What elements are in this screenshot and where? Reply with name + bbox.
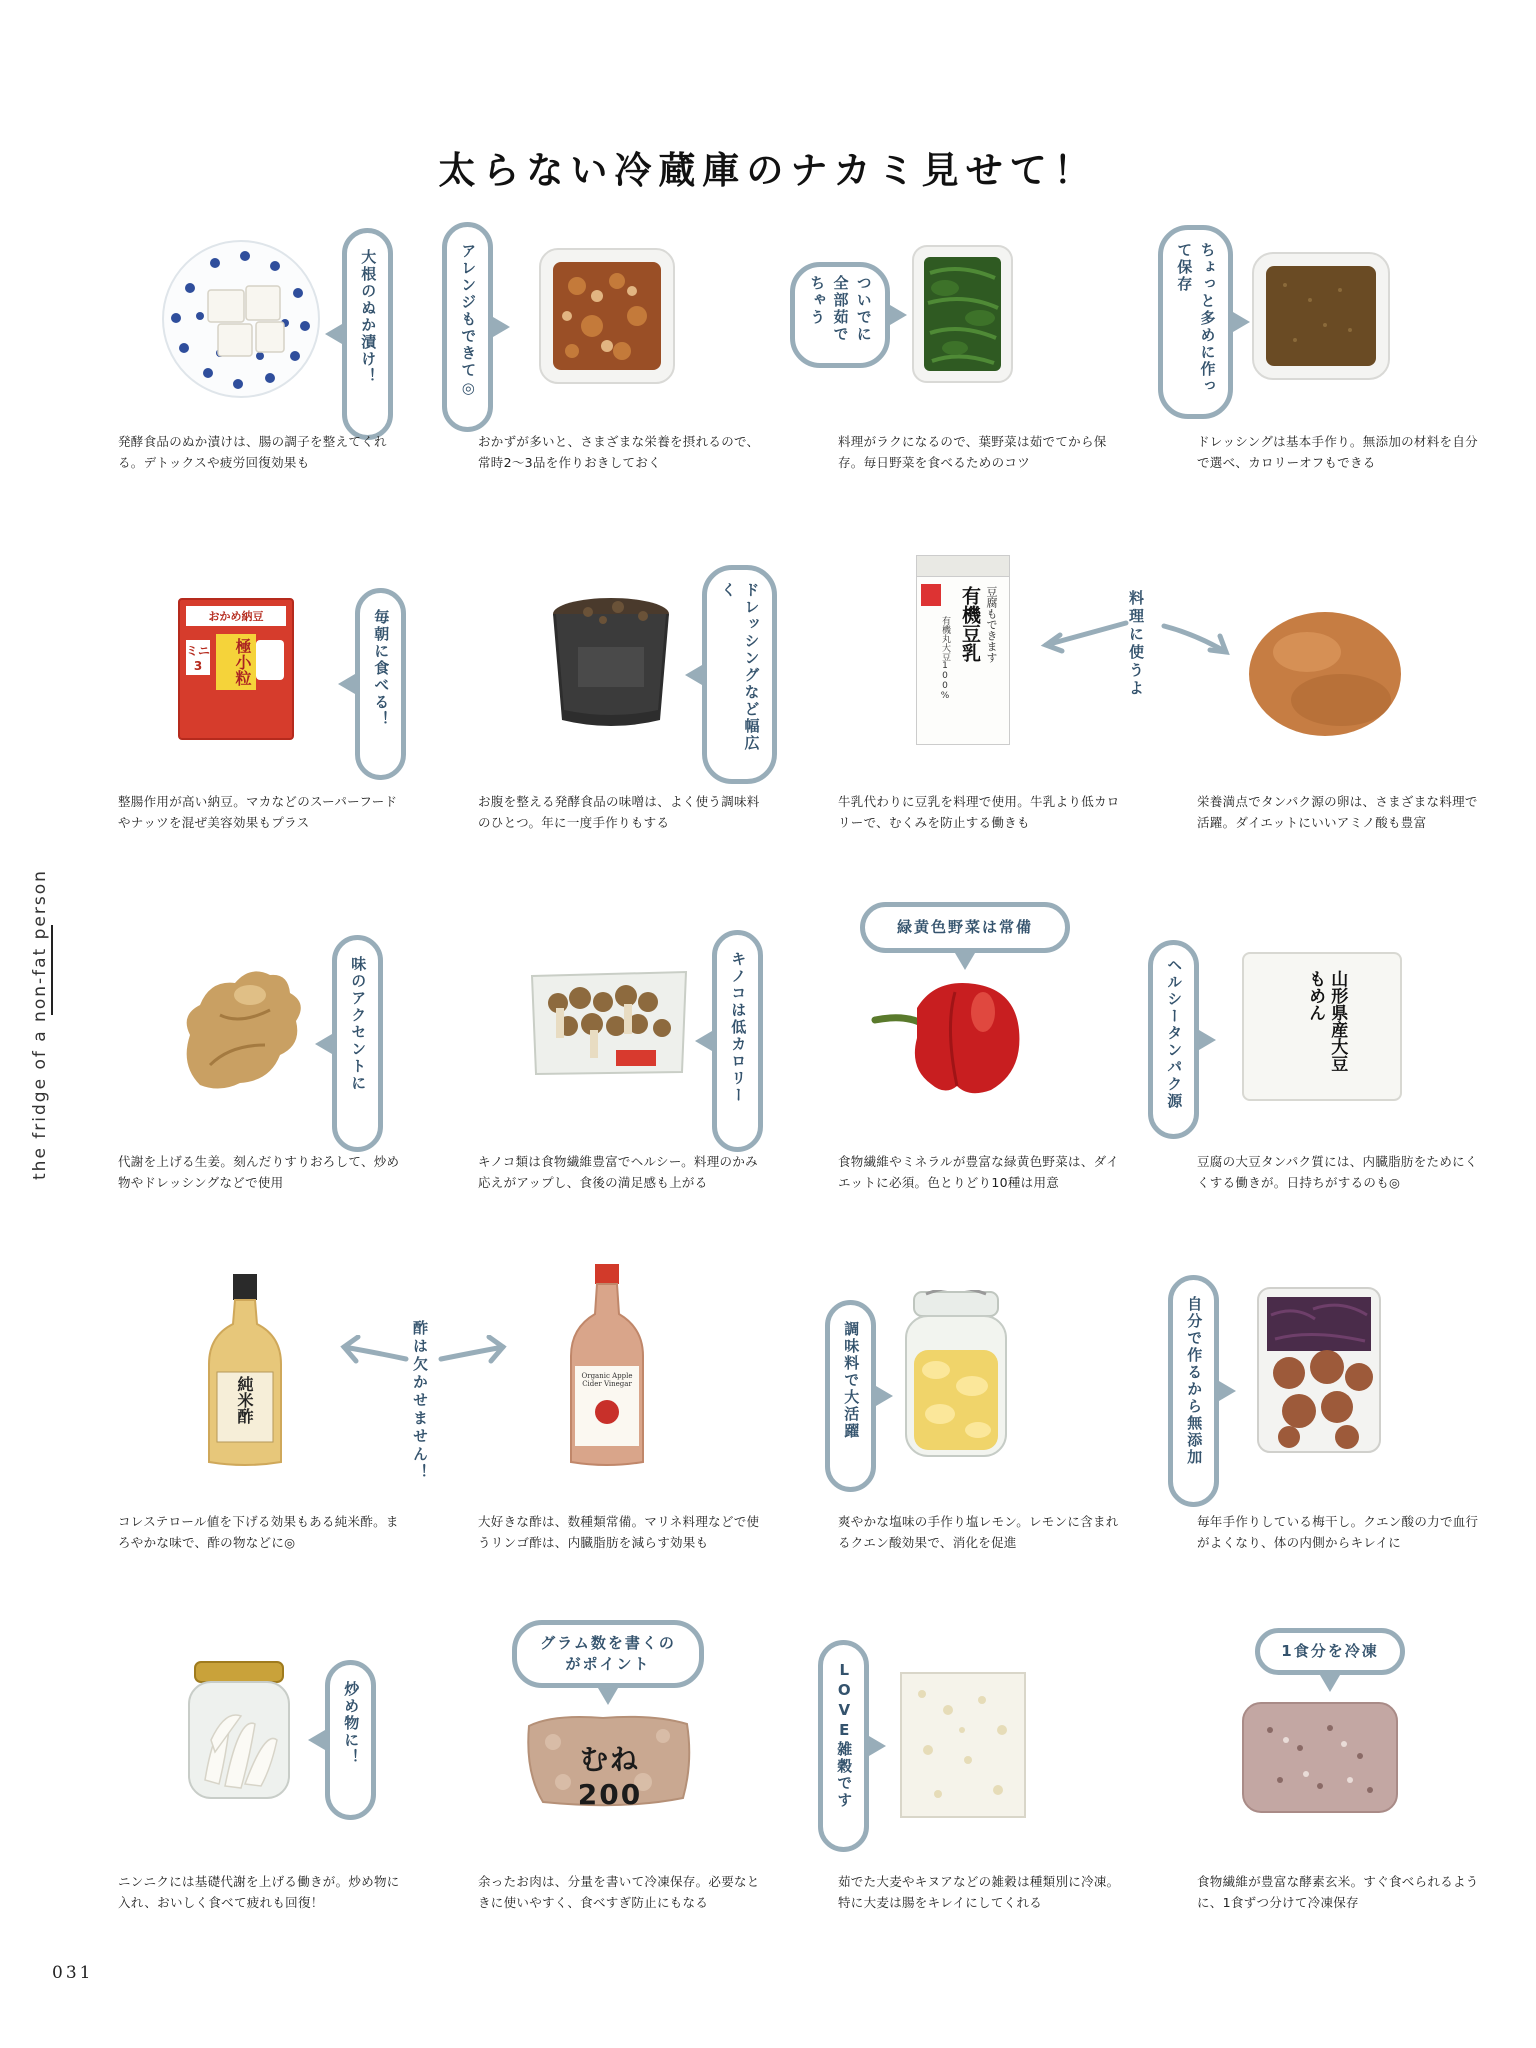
natto-main-label: 極小粒 [216, 634, 256, 690]
bubble-boiled-greens: ついでに全部茹でちゃう [790, 262, 890, 368]
natto-brand: おかめ納豆 [186, 606, 286, 626]
arrow-right-icon [1160, 620, 1232, 660]
tofu-label: 山形県産大豆もめん [1305, 970, 1348, 1072]
caption-tofu: 豆腐の大豆タンパク質には、内臓脂肪をためにくくする働きが。日持ちがするのも◎ [1197, 1154, 1478, 1190]
frozen-brown-rice [1240, 1700, 1400, 1815]
frozen-meat-label: むね200 [577, 1743, 643, 1811]
pickled-daikon-plate [160, 238, 322, 400]
bubble-grains: LOVE雑穀です [818, 1640, 869, 1852]
frozen-grains-bag [898, 1670, 1028, 1820]
caption-mushroom: キノコ類は食物繊維豊富でヘルシー。料理のかみ応えがアップし、食後の満足感も上がる [478, 1154, 758, 1190]
bubble-salt-lemon: 調味料で大活躍 [825, 1300, 876, 1492]
caption-ginger: 代謝を上げる生姜。刻んだりすりおろして、炒め物やドレッシングなどで使用 [118, 1154, 400, 1190]
caption-brown-rice: 食物繊維が豊富な酵素玄米。すぐ食べられるように、1食ずつ分けて冷凍保存 [1197, 1874, 1479, 1910]
bubble-miso: ドレッシングなど幅広く [702, 565, 777, 784]
garlic-jar [185, 1660, 293, 1802]
rice-vinegar-bottle [205, 1272, 285, 1468]
soy-milk-label: 有機豆乳 [959, 586, 981, 662]
caption-garlic: ニンニクには基礎代謝を上げる働きが。炒め物に入れ、おいしく食べて疲れも回復！ [118, 1874, 400, 1910]
bubble-mushroom: キノコは低カロリー [712, 930, 763, 1152]
bubble-tofu: ヘルシータンパク源 [1148, 940, 1199, 1139]
natto-pack [178, 598, 294, 740]
bubble-ginger: 味のアクセントに [332, 935, 383, 1152]
label-vinegar: 酢は欠かせません！ [411, 1320, 429, 1482]
bubble-brown-rice: 1食分を冷凍 [1255, 1628, 1405, 1675]
caption-dressing: ドレッシングは基本手作り。無添加の材料を自分で選べ、カロリーオフもできる [1197, 434, 1478, 470]
caption-egg: 栄養満点でタンパク源の卵は、さまざまな料理で活躍。ダイエットにいいアミノ酸も豊富 [1197, 794, 1478, 830]
natto-count: ミニ3 [186, 640, 210, 675]
mushroom-pack [528, 968, 690, 1078]
arrow-left-icon [338, 1335, 410, 1371]
apple-vinegar-label: Organic Apple Cider Vinegar [581, 1372, 633, 1388]
page-title: 太らない冷蔵庫のナカミ見せて！ [438, 149, 1098, 192]
natto-mascot [256, 640, 284, 680]
bubble-side-dish: アレンジもできて◎ [442, 222, 493, 432]
side-label: the fridge of a non-fat person [30, 869, 50, 1180]
caption-pickled-daikon: 発酵食品のぬか漬けは、腸の調子を整えてくれる。デトックスや疲労回復効果も [118, 434, 387, 470]
caption-boiled-greens: 料理がラクになるので、葉野菜は茹でてから保存。毎日野菜を食べるためのコツ [838, 434, 1107, 470]
caption-salt-lemon: 爽やかな塩味の手作り塩レモン。レモンに含まれるクエン酸効果で、消化を促進 [838, 1514, 1119, 1550]
caption-side-dish: おかずが多いと、さまざまな栄養を摂れるので、常時2〜3品を作りおきしておく [478, 434, 760, 470]
side-dish-container [537, 246, 677, 386]
caption-grains: 茹でた大麦やキヌアなどの雑穀は種類別に冷凍。特に大麦は腸をキレイにしてくれる [838, 1874, 1120, 1910]
soy-milk-sub: 豆腐もできます [985, 586, 998, 663]
caption-natto: 整腸作用が高い納豆。マカなどのスーパーフードやナッツを混ぜ美容効果もプラス [118, 794, 398, 830]
bubble-natto: 毎朝に食べる！ [355, 588, 406, 780]
bubble-garlic: 炒め物に！ [325, 1660, 376, 1820]
carton-top [917, 556, 1009, 577]
label-cooking-use: 料理に使うよ [1127, 590, 1145, 698]
caption-frozen-meat: 余ったお肉は、分量を書いて冷凍保存。必要なときに使いやすく、食べすぎ防止にもなる [478, 1874, 760, 1910]
bubble-pickled-daikon: 大根のぬか漬け！ [342, 228, 393, 440]
soy-milk-carton [916, 555, 1010, 745]
arrow-right-icon [437, 1335, 509, 1371]
caption-rice-vinegar: コレステロール値を下げる効果もある純米酢。まろやかな味で、酢の物などに◎ [118, 1514, 399, 1550]
ginger [170, 955, 310, 1095]
dressing-container [1250, 250, 1392, 382]
bubble-vegetables: 緑黄色野菜は常備 [860, 902, 1070, 953]
side-rule [51, 925, 53, 1015]
rice-vinegar-label: 純米酢 [235, 1376, 254, 1424]
bubble-frozen-meat: グラム数を書くのがポイント [512, 1620, 704, 1688]
tofu-pack [1242, 952, 1402, 1101]
salt-lemon-jar [900, 1290, 1012, 1460]
red-pepper [865, 968, 1025, 1098]
bubble-dressing: ちょっと多めに作って保存 [1158, 225, 1233, 419]
soy-milk-small: 有機丸大豆100% [940, 616, 950, 701]
egg [1245, 608, 1403, 740]
page-number: 031 [52, 1963, 94, 1983]
bubble-umeboshi: 自分で作るから無添加 [1168, 1275, 1219, 1507]
arrow-left-icon [1040, 615, 1130, 655]
caption-vegetables: 食物繊維やミネラルが豊富な緑黄色野菜は、ダイエットに必須。色とりどり10種は用意 [838, 1154, 1119, 1190]
boiled-greens-container [910, 243, 1015, 385]
carton-badge [921, 584, 941, 606]
caption-umeboshi: 毎年手作りしている梅干し。クエン酸の力で血行がよくなり、体の内側からキレイに [1197, 1514, 1479, 1550]
miso-container [548, 592, 674, 732]
caption-apple-vinegar: 大好きな酢は、数種類常備。マリネ料理などで使うリンゴ酢は、内臓脂肪を減らす効果も [478, 1514, 760, 1550]
apple-vinegar-bottle [567, 1262, 647, 1468]
caption-miso: お腹を整える発酵食品の味噌は、よく使う調味料のひとつ。年に一度手作りもする [478, 794, 760, 830]
caption-soy-milk: 牛乳代わりに豆乳を料理で使用。牛乳より低カロリーで、むくみを防止する働きも [838, 794, 1120, 830]
umeboshi-container [1255, 1285, 1383, 1455]
